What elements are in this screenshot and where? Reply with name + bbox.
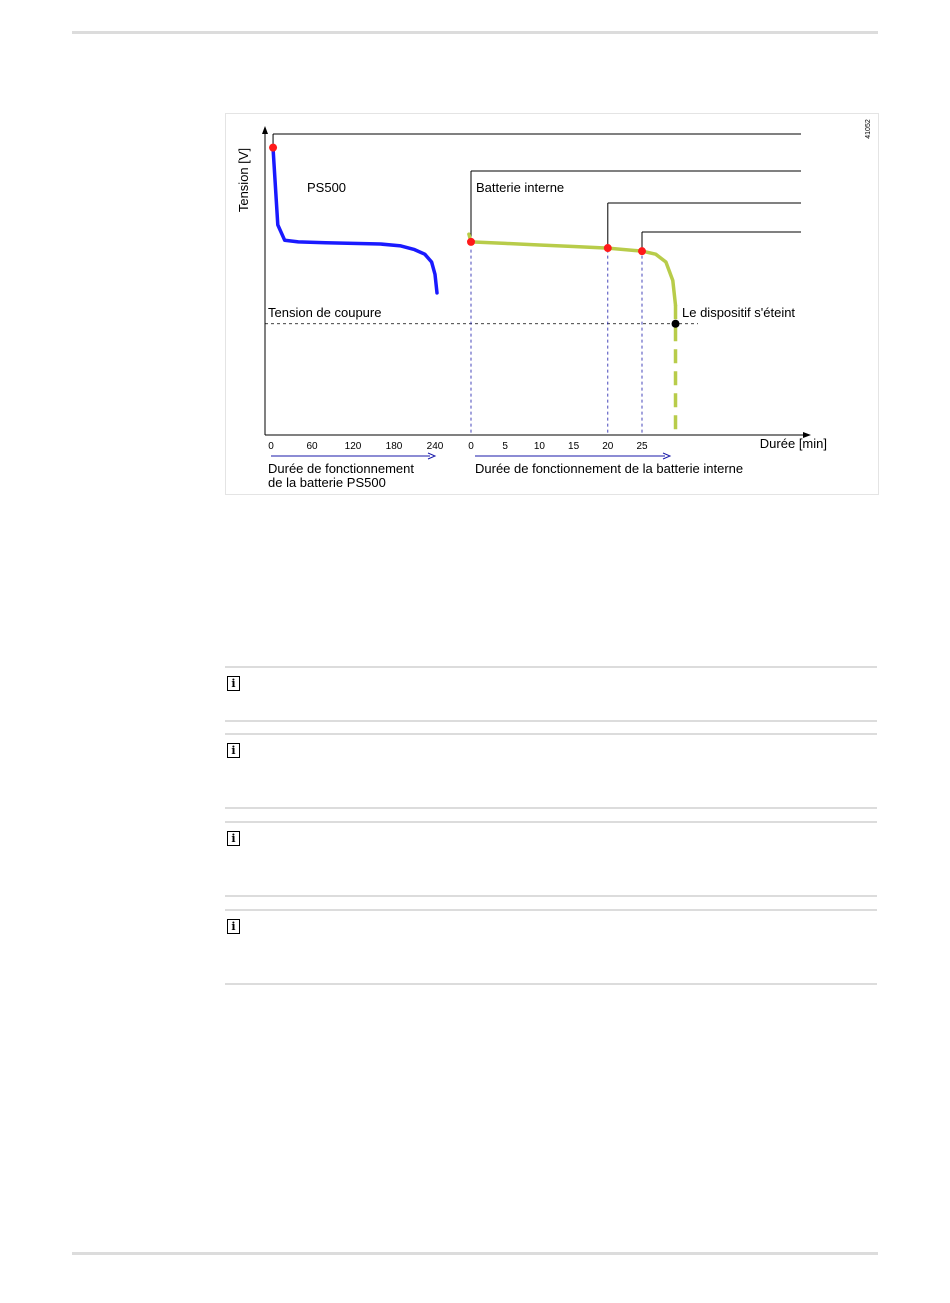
- series-label-ps500: PS500: [307, 180, 347, 195]
- info-icon: i: [227, 676, 240, 691]
- x-tick-label: 240: [426, 441, 444, 452]
- labels-group: [236, 119, 872, 490]
- battery-discharge-chart: [226, 114, 878, 494]
- figure-id: 41052: [865, 119, 872, 139]
- internal-duration-caption: Durée de fonctionnement de la batterie interne: [475, 461, 744, 476]
- data-point: [672, 320, 680, 328]
- shutdown-label: Le dispositif s'éteint: [682, 305, 796, 320]
- x-tick-label: 0: [268, 441, 274, 452]
- x-axis-label: Durée [min]: [759, 436, 827, 451]
- ps500-duration-caption: de la batterie PS500: [268, 475, 386, 490]
- data-point: [467, 238, 475, 246]
- info-icon: i: [227, 919, 240, 934]
- info-note: [225, 666, 877, 722]
- cutoff-label: Tension de coupure: [268, 305, 382, 320]
- series-line-1: [469, 234, 676, 305]
- axes-group: [262, 126, 811, 459]
- x-tick-label: 5: [502, 441, 508, 452]
- info-note: [225, 733, 877, 809]
- x-tick-label: 15: [568, 441, 580, 452]
- series-line-0: [273, 148, 437, 293]
- x-tick-label: 0: [468, 441, 474, 452]
- x-tick-label: 180: [385, 441, 403, 452]
- x-tick-label: 25: [636, 441, 648, 452]
- y-axis-arrow: [262, 126, 268, 134]
- info-icon: i: [227, 831, 240, 846]
- header-rule: [72, 31, 878, 34]
- x-tick-label: 120: [344, 441, 362, 452]
- y-axis-label: Tension [V]: [236, 147, 251, 213]
- guide-lines-group: [265, 250, 698, 435]
- chart-figure: [225, 113, 879, 495]
- series-label-internal: Batterie interne: [476, 180, 565, 195]
- x-tick-label: 60: [306, 441, 318, 452]
- x-tick-label: 20: [602, 441, 614, 452]
- x-tick-label: 10: [533, 441, 545, 452]
- data-point: [604, 244, 612, 252]
- data-point: [638, 247, 646, 255]
- info-icon: i: [227, 743, 240, 758]
- data-point: [269, 144, 277, 152]
- info-note: [225, 909, 877, 985]
- info-note: [225, 821, 877, 897]
- footer-rule: [72, 1252, 878, 1255]
- ps500-duration-caption: Durée de fonctionnement: [268, 461, 414, 476]
